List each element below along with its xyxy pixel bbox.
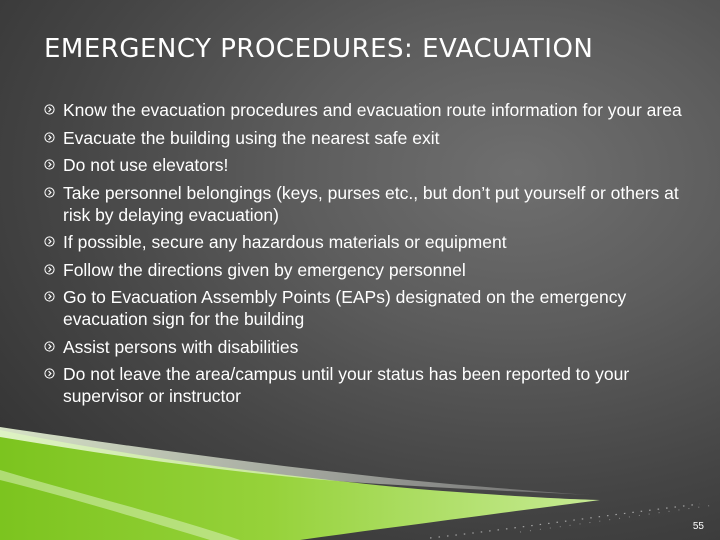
bullet-text: Do not leave the area/campus until your status has been reported to your supervisor or instructor (63, 364, 630, 406)
bullet-text: Know the evacuation procedures and evacuation route information for your area (63, 100, 682, 120)
bullet-text: Do not use elevators! (63, 155, 229, 175)
page-number: 55 (692, 521, 704, 532)
bullet-text: If possible, secure any hazardous materials or equipment (63, 232, 507, 252)
bullet-text: Take personnel belongings (keys, purses etc., but don’t put yourself or others at risk by delaying evacuation) (63, 182, 679, 225)
bullet-text: Follow the directions given by emergency personnel (63, 259, 466, 280)
bullet-text: Evacuate the building using the nearest safe exit (63, 127, 440, 148)
bullet-text: Assist persons with disabilities (63, 336, 299, 357)
bullet-text: Go to Evacuation Assembly Points (EAPs) designated on the emergency evacuation sign for the building (63, 287, 627, 329)
slide-title: EMERGENCY PROCEDURES: EVACUATION (44, 34, 594, 64)
